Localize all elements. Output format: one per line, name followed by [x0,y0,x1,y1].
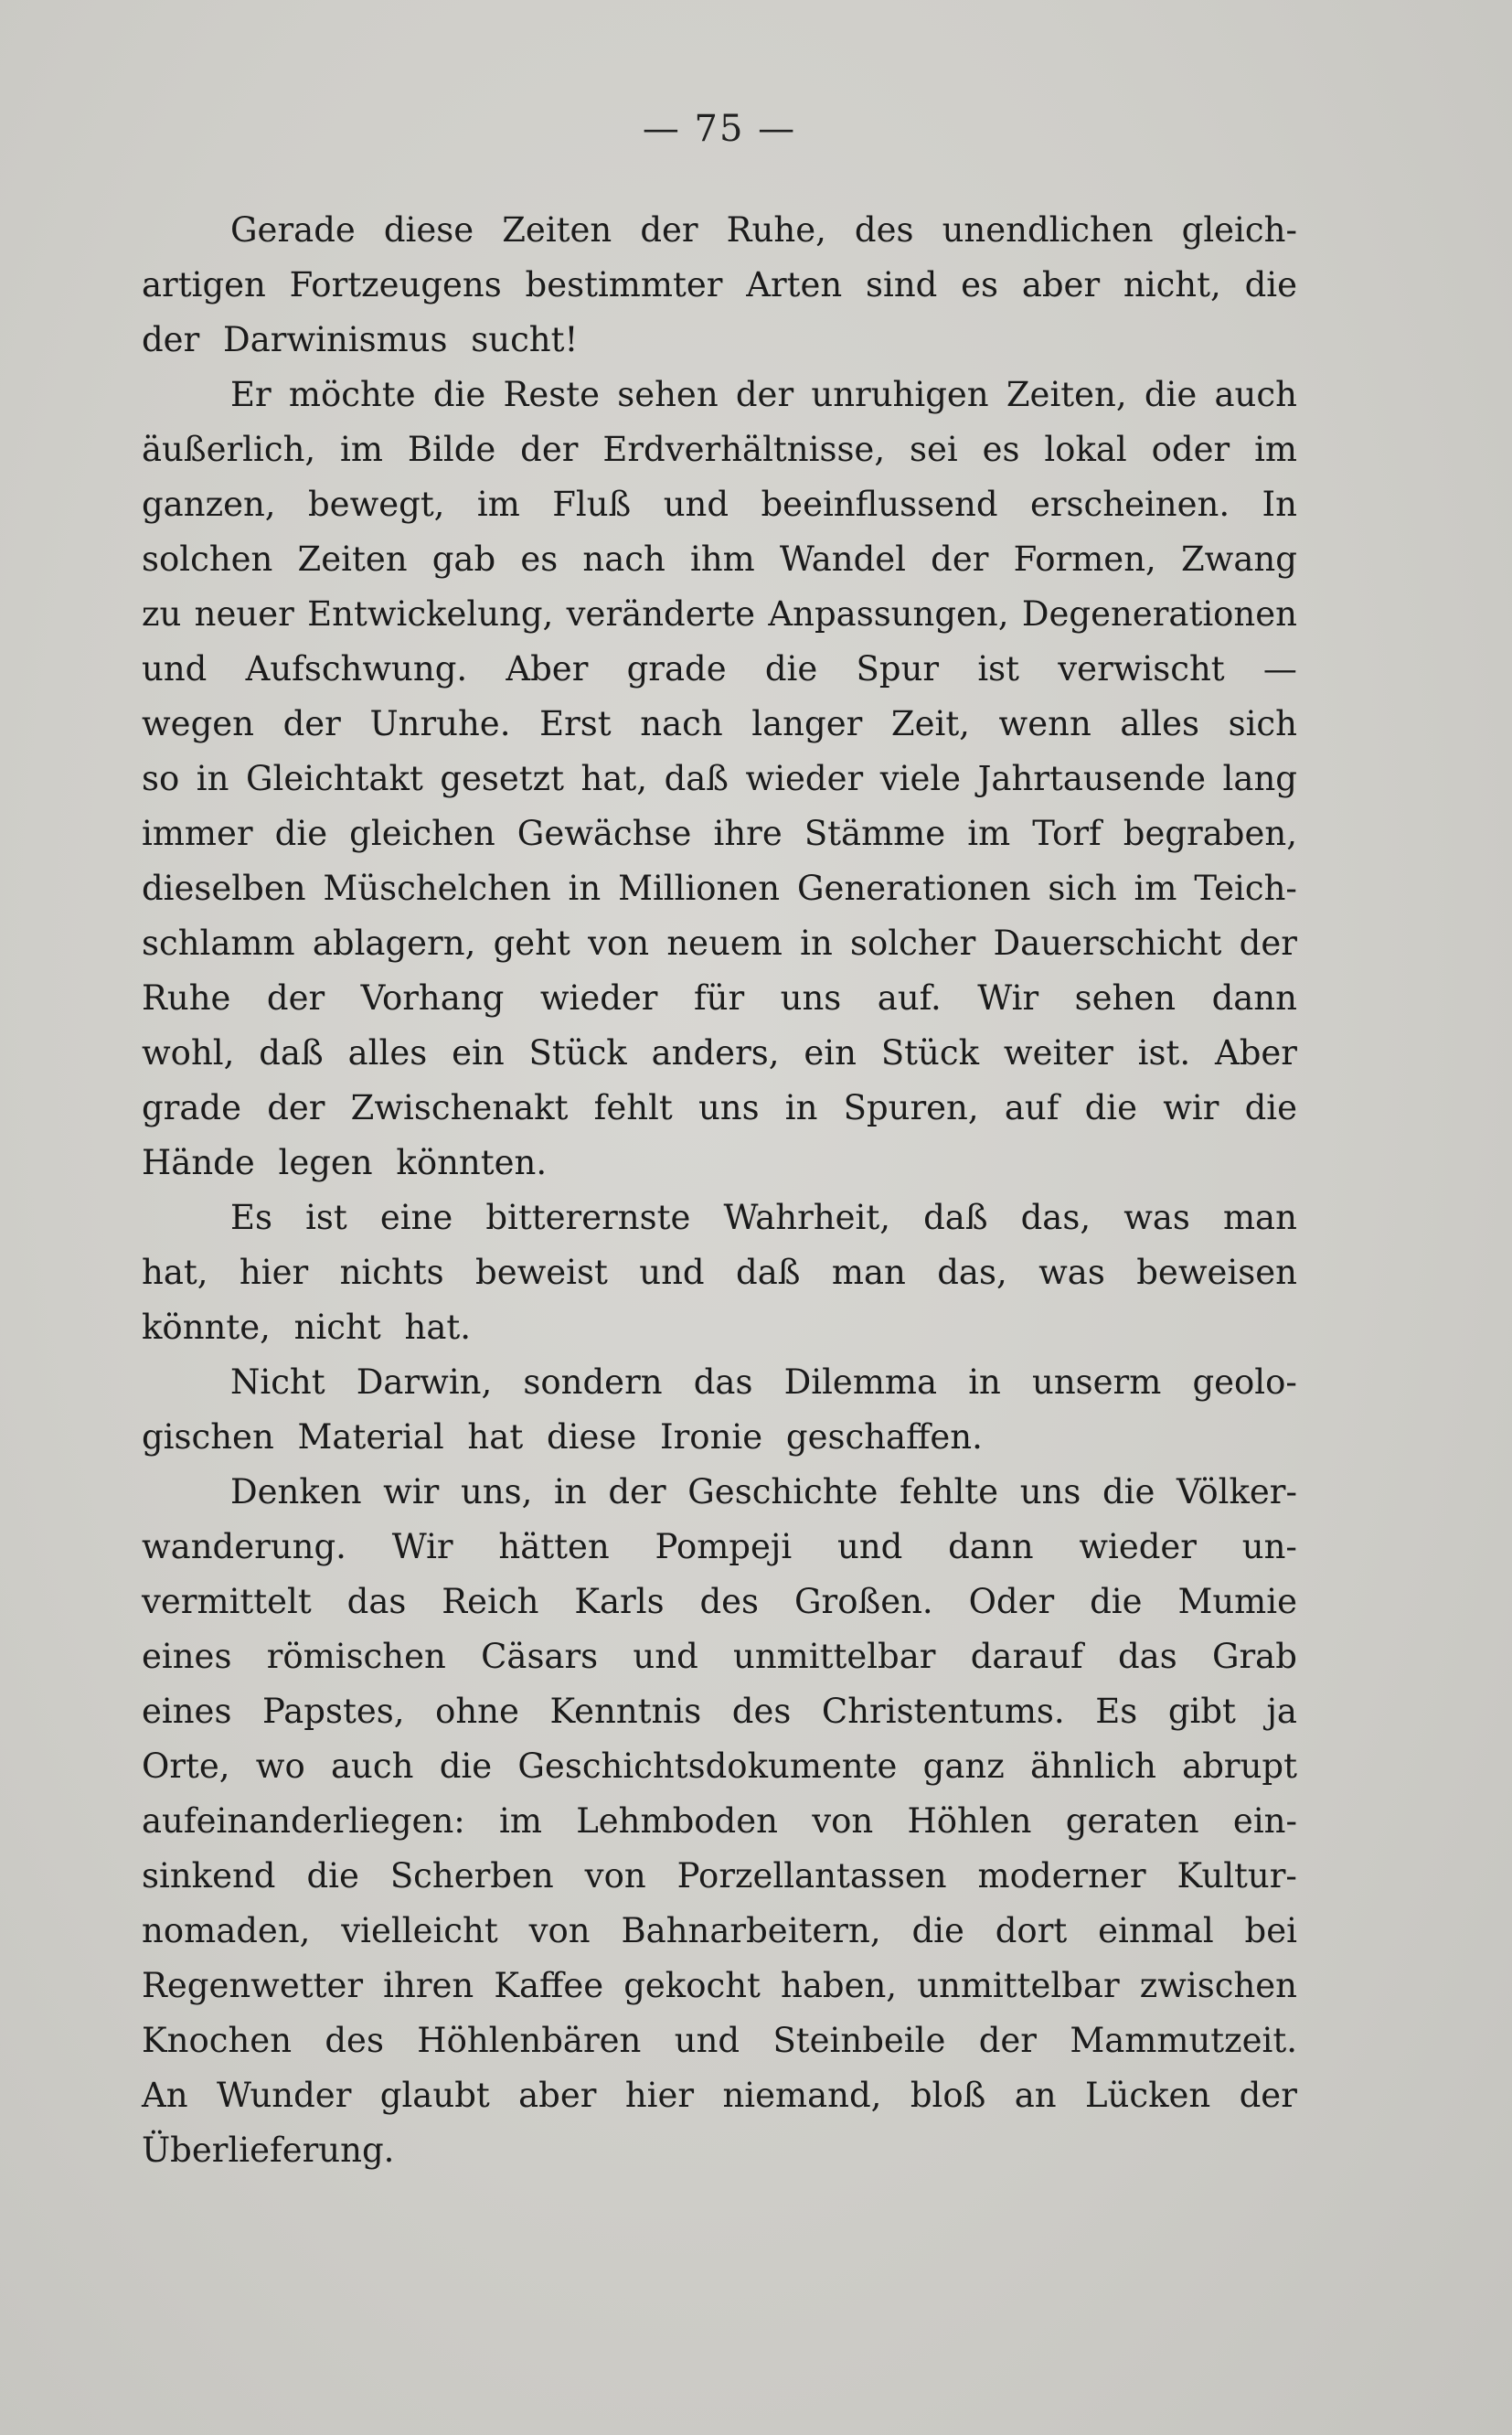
body-text [142,203,1297,2178]
text-line: vermittelt das Reich Karls des Großen. Oder die Mumie [142,1582,1297,1621]
text-line: Nicht Darwin, sondern das Dilemma in unserm geolo- [230,1362,1297,1402]
text-line: Hände legen könnten. [142,1143,548,1182]
text-line: wegen der Unruhe. Erst nach langer Zeit, wenn alles sich [142,704,1297,743]
text-line: gischen Material hat diese Ironie geschaffen. [142,1417,983,1457]
text-line: der Darwinismus sucht! [142,320,579,359]
text-line: ganzen, bewegt, im Fluß und beeinflussend erscheinen. In [142,485,1297,524]
text-line: An Wunder glaubt aber hier niemand, bloß an Lücken der [142,2076,1297,2115]
text-line: und Aufschwung. Aber grade die Spur ist verwischt — [142,649,1297,689]
paragraph [142,203,1297,368]
text-line: hat, hier nichts beweist und daß man das, was beweisen [142,1253,1297,1292]
text-line: wohl, daß alles ein Stück anders, ein Stück weiter ist. Aber [142,1033,1297,1073]
paragraph [142,1465,1297,2178]
text-line: aufeinanderliegen: im Lehmboden von Höhlen geraten ein- [142,1801,1297,1841]
text-line: eines römischen Cäsars und unmittelbar darauf das Grab [142,1637,1297,1676]
text-line: eines Papstes, ohne Kenntnis des Christentums. Es gibt ja [142,1692,1297,1731]
text-line: Er möchte die Reste sehen der unruhigen Zeiten, die auch [230,375,1297,414]
text-line: sinkend die Scherben von Porzellantassen moderner Kultur- [142,1856,1297,1896]
text-line: grade der Zwischenakt fehlt uns in Spuren, auf die wir die [142,1088,1297,1127]
text-line: zu neuer Entwickelung, veränderte Anpassungen, Degenerationen [142,594,1297,634]
text-line: schlamm ablagern, geht von neuem in solcher Dauerschicht der [142,924,1297,963]
text-line: artigen Fortzeugens bestimmter Arten sind es aber nicht, die [142,265,1297,304]
text-line: Gerade diese Zeiten der Ruhe, des unendlichen gleich- [230,210,1297,250]
text-line: Überlieferung. [142,2131,395,2170]
text-line: Ruhe der Vorhang wieder für uns auf. Wir sehen dann [142,978,1297,1018]
page-number: — 75 — [642,108,797,150]
paragraph [142,1355,1297,1465]
text-line: könnte, nicht hat. [142,1308,472,1347]
paragraph [142,368,1297,1191]
text-line: Regenwetter ihren Kaffee gekocht haben, unmittelbar zwischen [142,1966,1297,2005]
text-line: Knochen des Höhlenbären und Steinbeile der Mammutzeit. [142,2021,1297,2060]
paragraph [142,1191,1297,1355]
text-line: immer die gleichen Gewächse ihre Stämme im Torf begraben, [142,814,1297,853]
text-line: nomaden, vielleicht von Bahnarbeitern, die dort einmal bei [142,1911,1297,1950]
text-line: solchen Zeiten gab es nach ihm Wandel der Formen, Zwang [142,539,1297,579]
text-line: Es ist eine bitterernste Wahrheit, daß das, was man [230,1198,1297,1237]
text-line: so in Gleichtakt gesetzt hat, daß wieder viele Jahrtausende lang [142,759,1297,798]
text-line: Orte, wo auch die Geschichtsdokumente ganz ähnlich abrupt [142,1746,1297,1786]
text-line: äußerlich, im Bilde der Erdverhältnisse, sei es lokal oder im [142,430,1297,469]
text-line: dieselben Müschelchen in Millionen Generationen sich im Teich- [142,869,1297,908]
text-line: wanderung. Wir hätten Pompeji und dann wieder un- [142,1527,1297,1566]
text-line: Denken wir uns, in der Geschichte fehlte uns die Völker- [230,1472,1297,1511]
